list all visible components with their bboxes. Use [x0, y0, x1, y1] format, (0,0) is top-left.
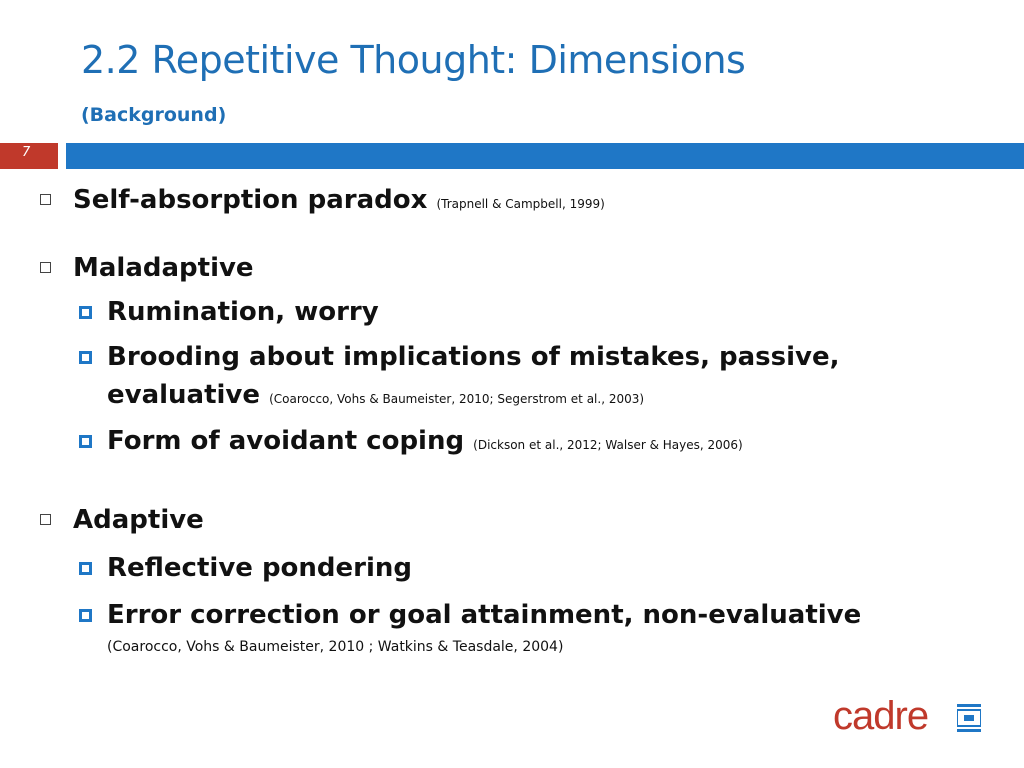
- sub-bullet-text: evaluative: [107, 380, 261, 410]
- filled-square-bullet-icon: [79, 609, 92, 622]
- sub-bullet-text: Rumination, worry: [107, 297, 379, 327]
- citation: (Coarocco, Vohs & Baumeister, 2010 ; Watkins & Teasdale, 2004): [107, 639, 564, 655]
- filled-square-bullet-icon: [79, 306, 92, 319]
- bullet-text: Self-absorption paradox: [73, 185, 428, 215]
- stacked-box-icon: [957, 704, 981, 732]
- bullet-text: Adaptive: [73, 505, 204, 535]
- citation: (Dickson et al., 2012; Walser & Hayes, 2006): [473, 438, 743, 452]
- citation: (Trapnell & Campbell, 1999): [436, 197, 605, 211]
- hollow-square-bullet-icon: [40, 194, 51, 205]
- citation: (Coarocco, Vohs & Baumeister, 2010; Segerstrom et al., 2003): [269, 392, 645, 406]
- hollow-square-bullet-icon: [40, 262, 51, 273]
- filled-square-bullet-icon: [79, 435, 92, 448]
- hollow-square-bullet-icon: [40, 514, 51, 525]
- sub-bullet-text: Form of avoidant coping: [107, 426, 465, 456]
- sub-bullet-text: Reflective pondering: [107, 553, 413, 583]
- filled-square-bullet-icon: [79, 562, 92, 575]
- header-bar: [66, 143, 1024, 169]
- logo-text: cadre: [833, 694, 929, 738]
- slide-number: 7: [22, 145, 31, 160]
- filled-square-bullet-icon: [79, 351, 92, 364]
- sub-bullet-text: Brooding about implications of mistakes, passive,: [107, 342, 840, 372]
- slide-title: 2.2 Repetitive Thought: Dimensions: [81, 38, 746, 82]
- slide-subtitle: (Background): [81, 104, 227, 126]
- sub-bullet-text: Error correction or goal attainment, non-evaluative: [107, 600, 862, 630]
- bullet-text: Maladaptive: [73, 253, 254, 283]
- cadre-logo: [833, 696, 985, 742]
